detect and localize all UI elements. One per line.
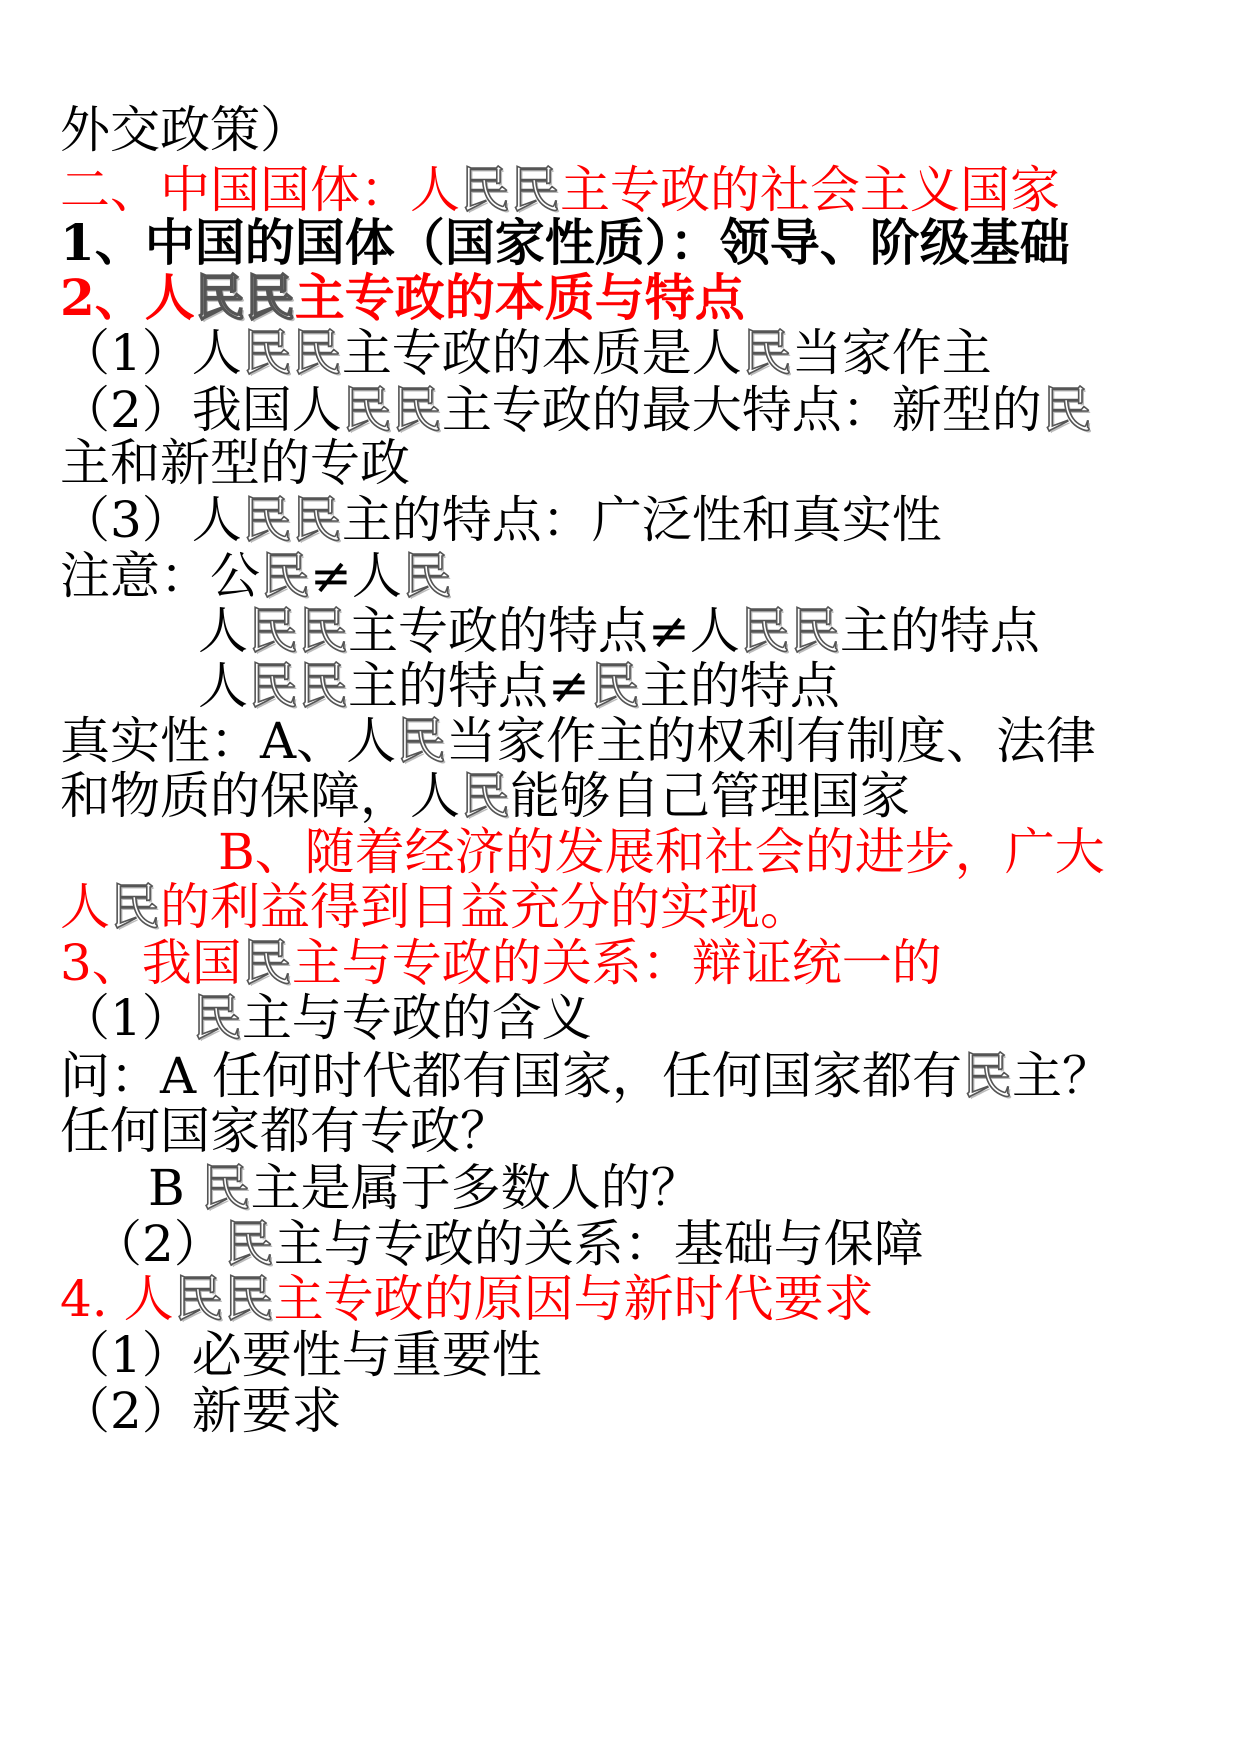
question-a bbox=[60, 1046, 1112, 1106]
text-run: 主专政的原因与新时代要求 bbox=[273, 1270, 874, 1328]
sub-item-4-2 bbox=[60, 1381, 342, 1441]
question-b bbox=[148, 1158, 701, 1218]
outlined-glyph: 民 bbox=[260, 547, 310, 605]
section-heading-2 bbox=[60, 160, 1060, 220]
outlined-glyph: 民 bbox=[1041, 381, 1092, 439]
text-run: （2） bbox=[92, 1215, 224, 1273]
outlined-glyph: 民民 bbox=[739, 602, 840, 660]
text-run: B、随着经济的发展和社会的进步，广大 bbox=[218, 823, 1105, 881]
sub-item-3-2 bbox=[92, 1214, 924, 1274]
text-run: 和物质的保障，人 bbox=[60, 767, 460, 825]
text-run: 3、我国 bbox=[60, 934, 242, 992]
text-run: 主专政的特点≠人 bbox=[348, 602, 740, 660]
text-run: 当家作主 bbox=[791, 324, 992, 382]
text-run: （2）我国人 bbox=[60, 381, 342, 439]
outlined-glyph: 民 bbox=[962, 1047, 1013, 1105]
text-run: 主专政的社会主义国家 bbox=[560, 161, 1060, 219]
outlined-glyph: 民 bbox=[589, 657, 640, 715]
outlined-glyph: 民民 bbox=[248, 657, 348, 715]
outlined-glyph: 民 bbox=[191, 989, 242, 1047]
text-run: 主？ bbox=[1012, 1047, 1113, 1105]
note-comparison-1 bbox=[198, 601, 1040, 661]
note-comparison-2 bbox=[198, 656, 840, 716]
authenticity-b bbox=[218, 822, 1105, 882]
text-run: 2、人 bbox=[60, 268, 195, 327]
outlined-glyph: 民民 bbox=[241, 491, 342, 549]
sub-item-3 bbox=[60, 490, 942, 550]
outlined-glyph: 民民 bbox=[241, 324, 342, 382]
text-run: 主的特点 bbox=[839, 602, 1040, 660]
text-run: （3）人 bbox=[60, 491, 242, 549]
sub-item-1 bbox=[60, 323, 992, 383]
sub-item-4-1 bbox=[60, 1325, 542, 1385]
text-run: 能够自己管理国家 bbox=[510, 767, 910, 825]
outlined-glyph: 民 bbox=[200, 1159, 251, 1217]
outlined-glyph: 民 bbox=[396, 712, 447, 770]
authenticity-a-cont bbox=[60, 766, 910, 826]
item-heading-2 bbox=[60, 268, 745, 328]
outlined-glyph: 民 bbox=[241, 934, 292, 992]
text-run: 主和新型的专政 bbox=[60, 434, 410, 492]
outlined-glyph: 民民 bbox=[460, 161, 560, 219]
text-run: 主是属于多数人的？ bbox=[250, 1159, 701, 1217]
text-run: 任何国家都有专政？ bbox=[60, 1102, 510, 1160]
text-run: （2）新要求 bbox=[60, 1382, 342, 1440]
outlined-glyph: 民民 bbox=[194, 268, 295, 327]
text-run: 主专政的本质与特点 bbox=[294, 268, 745, 327]
item-heading-3 bbox=[60, 933, 942, 993]
sub-item-3-1 bbox=[60, 988, 592, 1048]
authenticity-b-cont bbox=[60, 877, 810, 937]
text-run: 真实性：A、人 bbox=[60, 712, 397, 770]
text-run: ≠人 bbox=[310, 547, 402, 605]
outlined-glyph: 民民 bbox=[341, 381, 442, 439]
text-run: 当家作主的权利有制度、法律 bbox=[446, 712, 1097, 770]
text-run: 主与专政的关系：基础与保障 bbox=[273, 1215, 924, 1273]
text-run: 问：A 任何时代都有国家，任何国家都有 bbox=[60, 1047, 963, 1105]
text-run: 的利益得到日益充分的实现。 bbox=[160, 878, 810, 936]
text-run: 主的特点：广泛性和真实性 bbox=[341, 491, 942, 549]
text-run: 二、中国国体：人 bbox=[60, 161, 460, 219]
text-run: 人 bbox=[60, 878, 110, 936]
item-heading-4 bbox=[60, 1269, 874, 1329]
text-run: 主的特点≠ bbox=[348, 657, 590, 715]
text-run: 主专政的本质是人 bbox=[341, 324, 742, 382]
text-run: 主专政的最大特点：新型的 bbox=[441, 381, 1042, 439]
text-run: 人 bbox=[198, 602, 248, 660]
item-heading-1 bbox=[60, 213, 1070, 273]
outlined-glyph: 民 bbox=[401, 547, 452, 605]
note-line bbox=[60, 546, 452, 606]
text-run: 主与专政的含义 bbox=[241, 989, 592, 1047]
text-run: 主的特点 bbox=[639, 657, 840, 715]
text-run: B bbox=[148, 1159, 201, 1217]
sub-item-2-cont bbox=[60, 433, 410, 493]
sub-item-2 bbox=[60, 380, 1092, 440]
text-run: 4. 人 bbox=[60, 1270, 174, 1328]
outlined-glyph: 民民 bbox=[248, 602, 348, 660]
question-a-cont bbox=[60, 1101, 510, 1161]
text-run: 注意：公 bbox=[60, 547, 260, 605]
outlined-glyph: 民 bbox=[460, 767, 510, 825]
text-run: 人 bbox=[198, 657, 248, 715]
text-run: 主与专政的关系：辩证统一的 bbox=[291, 934, 942, 992]
authenticity-a bbox=[60, 711, 1096, 771]
text-run: （1） bbox=[60, 989, 192, 1047]
text-run: 1、中国的国体（国家性质）：领导、阶级基础 bbox=[60, 213, 1070, 272]
outlined-glyph: 民 bbox=[741, 324, 792, 382]
text-line-1 bbox=[60, 100, 310, 160]
text-run: （1）必要性与重要性 bbox=[60, 1326, 542, 1384]
text-run: 外交政策） bbox=[60, 101, 310, 159]
outlined-glyph: 民 bbox=[110, 878, 160, 936]
outlined-glyph: 民民 bbox=[173, 1270, 274, 1328]
outlined-glyph: 民 bbox=[223, 1215, 274, 1273]
text-run: （1）人 bbox=[60, 324, 242, 382]
